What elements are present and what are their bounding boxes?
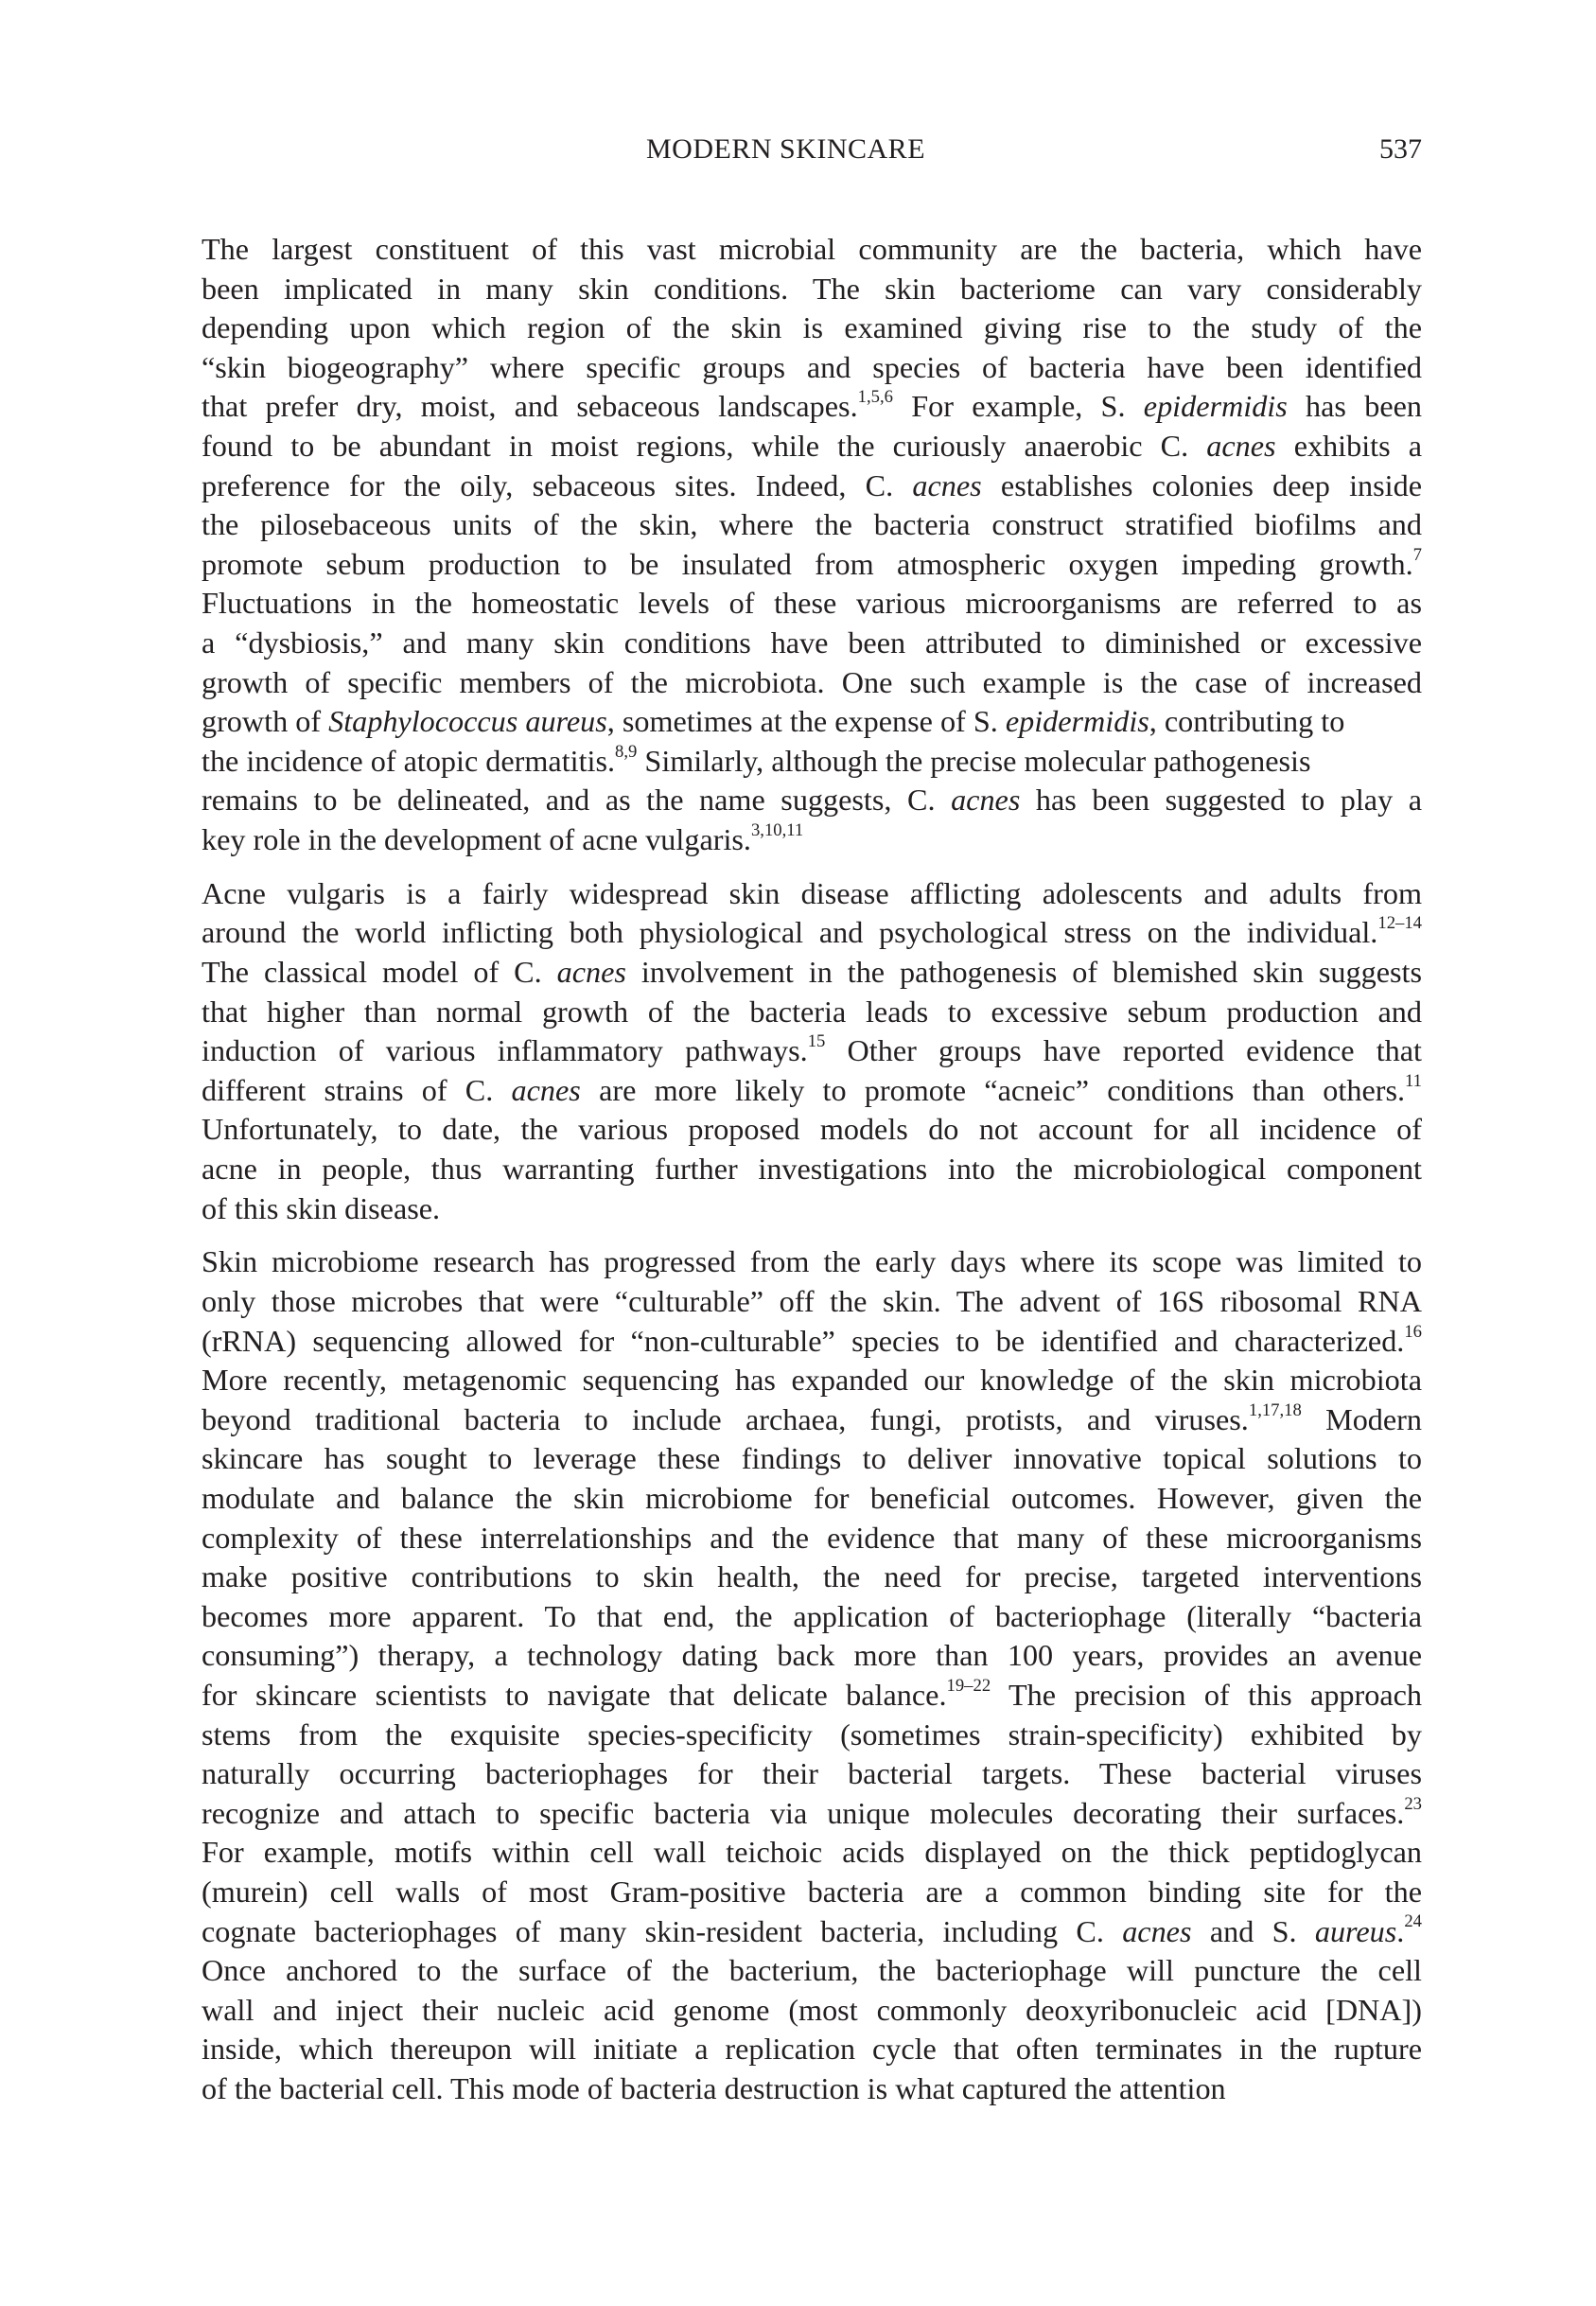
text-run: and S. xyxy=(1191,1913,1315,1948)
text-run: has been suggested to play a xyxy=(1020,783,1422,818)
text-run: The classical model of C. xyxy=(202,954,557,989)
text-line xyxy=(202,584,1422,624)
citation-superscript: 16 xyxy=(1404,1321,1422,1342)
text-run: skincare has sought to leverage these findings to deliver innovative topical solutions to xyxy=(202,1441,1422,1476)
text-run: the incidence of atopic dermatitis. xyxy=(202,743,616,778)
citation-superscript: 7 xyxy=(1412,544,1422,565)
text-line xyxy=(202,874,1422,914)
text-run: induction of various inflammatory pathways. xyxy=(202,1033,808,1068)
text-line xyxy=(202,1479,1422,1519)
text-run: growth of specific members of the microbiota. One such example is the case of increased xyxy=(202,664,1422,699)
text-run: are more likely to promote “acneic” conditions than others. xyxy=(580,1072,1406,1107)
text-run: complexity of these interrelationships and the evidence that many of these microorganisms xyxy=(202,1520,1422,1555)
text-line xyxy=(202,308,1422,348)
text-run: acne in people, thus warranting further investigations into the microbiological component xyxy=(202,1151,1422,1186)
text-line xyxy=(202,1597,1422,1637)
italic-species-name: epidermidis xyxy=(1005,704,1149,739)
text-run: has been xyxy=(1287,389,1422,424)
text-run: that higher than normal growth of the bacteria leads to excessive sebum production and xyxy=(202,994,1422,1029)
text-line xyxy=(202,466,1422,506)
text-line xyxy=(202,1676,1422,1716)
text-run: Once anchored to the surface of the bacterium, the bacteriophage will puncture the cell xyxy=(202,1953,1422,1988)
text-run: establishes colonies deep inside xyxy=(981,467,1422,502)
italic-species-name: acnes xyxy=(951,783,1021,818)
italic-species-name: acnes xyxy=(556,954,626,989)
text-run: promote sebum production to be insulated from atmospheric oxygen impeding growth. xyxy=(202,546,1413,581)
text-run: key role in the development of acne vulgaris. xyxy=(202,821,751,856)
text-run: The largest constituent of this vast microbial community are the bacteria, which have xyxy=(202,232,1422,266)
text-run: cognate bacteriophages of many skin-resident bacteria, including C. xyxy=(202,1913,1123,1948)
running-head xyxy=(202,131,1422,168)
text-line xyxy=(202,1873,1422,1912)
text-line xyxy=(202,1991,1422,2031)
italic-species-name: aureus xyxy=(1314,1913,1397,1948)
citation-superscript: 23 xyxy=(1404,1793,1422,1814)
text-line xyxy=(202,270,1422,309)
citation-superscript: 12–14 xyxy=(1377,913,1422,934)
text-run: depending upon which region of the skin is examined giving rise to the study of the xyxy=(202,310,1422,345)
text-line xyxy=(202,387,1422,427)
text-line xyxy=(202,820,1422,860)
text-run: Acne vulgaris is a fairly widespread skin disease afflicting adolescents and adults from xyxy=(202,875,1422,910)
text-line xyxy=(202,702,1422,742)
text-run: beyond traditional bacteria to include archaea, fungi, protists, and viruses. xyxy=(202,1401,1249,1436)
text-run: naturally occurring bacteriophages for their bacterial targets. These bacterial viruses xyxy=(202,1756,1422,1791)
body-text xyxy=(202,230,1422,2123)
running-head-title: MODERN SKINCARE xyxy=(646,133,926,165)
text-line xyxy=(202,1558,1422,1597)
text-run: modulate and balance the skin microbiome for beneficial outcomes. However, given the xyxy=(202,1481,1422,1515)
text-line xyxy=(202,1716,1422,1755)
italic-species-name: acnes xyxy=(1206,428,1276,463)
text-run: Similarly, although the precise molecular pathogenesis xyxy=(637,743,1311,778)
text-line xyxy=(202,427,1422,466)
text-run: , sometimes at the expense of S. xyxy=(606,704,1006,739)
text-line xyxy=(202,2069,1422,2109)
text-line xyxy=(202,742,1422,782)
citation-superscript: 24 xyxy=(1404,1911,1422,1932)
text-run: found to be abundant in moist regions, while the curiously anaerobic C. xyxy=(202,428,1207,463)
text-run: growth of xyxy=(202,704,329,739)
text-line xyxy=(202,1439,1422,1479)
text-line xyxy=(202,1519,1422,1558)
text-run: been implicated in many skin conditions. The skin bacteriome can vary considerably xyxy=(202,271,1422,306)
text-run: The precision of this approach xyxy=(991,1677,1422,1712)
text-line xyxy=(202,624,1422,663)
text-line xyxy=(202,1242,1422,1282)
text-line xyxy=(202,953,1422,993)
text-line xyxy=(202,781,1422,820)
text-run: around the world inflicting both physiological and psychological stress on the individual. xyxy=(202,915,1378,950)
citation-superscript: 8,9 xyxy=(615,741,638,762)
text-run: “skin biogeography” where specific groups and species of bacteria have been identified xyxy=(202,349,1422,384)
text-run: (murein) cell walls of most Gram-positive bacteria are a common binding site for the xyxy=(202,1874,1422,1909)
italic-species-name: acnes xyxy=(1122,1913,1192,1948)
text-line xyxy=(202,1361,1422,1400)
text-run: that prefer dry, moist, and sebaceous landscapes. xyxy=(202,389,858,424)
citation-superscript: 1,17,18 xyxy=(1248,1399,1302,1420)
text-line xyxy=(202,1071,1422,1111)
text-line xyxy=(202,663,1422,703)
text-run: Modern xyxy=(1301,1401,1422,1436)
text-line xyxy=(202,993,1422,1032)
text-line xyxy=(202,505,1422,545)
page-number: 537 xyxy=(1379,133,1422,165)
paragraph-skin-bacteriome xyxy=(202,230,1422,860)
text-run: stems from the exquisite species-specificity (sometimes strain-specificity) exhibited by xyxy=(202,1716,1422,1752)
text-line xyxy=(202,1912,1422,1952)
text-line xyxy=(202,230,1422,270)
text-run: . xyxy=(1396,1913,1405,1948)
text-run: of the bacterial cell. This mode of bacteria destruction is what captured the attention xyxy=(202,2070,1226,2105)
text-line xyxy=(202,1951,1422,1991)
italic-species-name: acnes xyxy=(511,1072,581,1107)
text-line xyxy=(202,913,1422,953)
text-run: a “dysbiosis,” and many skin conditions have been attributed to diminished or excessive xyxy=(202,625,1422,660)
text-run: More recently, metagenomic sequencing has expanded our knowledge of the skin microbiota xyxy=(202,1363,1422,1398)
text-run: wall and inject their nucleic acid genome (most commonly deoxyribonucleic acid [DNA]) xyxy=(202,1992,1422,2027)
text-line xyxy=(202,1150,1422,1189)
text-run: the pilosebaceous units of the skin, where the bacteria construct stratified biofilms and xyxy=(202,507,1422,542)
text-run: for skincare scientists to navigate that delicate balance. xyxy=(202,1677,947,1712)
text-run: For example, S. xyxy=(892,389,1144,424)
italic-species-name: epidermidis xyxy=(1143,389,1288,424)
text-run: Skin microbiome research has progressed from the early days where its scope was limited to xyxy=(202,1244,1422,1279)
text-run: Unfortunately, to date, the various proposed models do not account for all incidence of xyxy=(202,1112,1422,1147)
text-line xyxy=(202,1794,1422,1834)
text-line xyxy=(202,1031,1422,1071)
text-line xyxy=(202,545,1422,585)
text-run: different strains of C. xyxy=(202,1072,512,1107)
text-line xyxy=(202,348,1422,388)
text-run: recognize and attach to specific bacteria via unique molecules decorating their surfaces. xyxy=(202,1795,1405,1830)
text-run: exhibits a xyxy=(1275,428,1422,463)
text-run: involvement in the pathogenesis of blemished skin suggests xyxy=(625,954,1422,989)
citation-superscript: 3,10,11 xyxy=(750,819,804,840)
text-run: of this skin disease. xyxy=(202,1190,441,1225)
text-run: Fluctuations in the homeostatic levels of these various microorganisms are referred to as xyxy=(202,586,1422,621)
text-line xyxy=(202,1189,1422,1229)
text-run: make positive contributions to skin health, the need for precise, targeted interventions xyxy=(202,1559,1422,1594)
text-line xyxy=(202,1833,1422,1873)
text-line xyxy=(202,2030,1422,2069)
text-run: Other groups have reported evidence that xyxy=(825,1033,1422,1068)
text-run: (rRNA) sequencing allowed for “non-culturable” species to be identified and characterized. xyxy=(202,1323,1405,1358)
text-line xyxy=(202,1636,1422,1676)
text-run: inside, which thereupon will initiate a replication cycle that often terminates in the rupture xyxy=(202,2032,1422,2067)
text-run: For example, motifs within cell wall teichoic acids displayed on the thick peptidoglycan xyxy=(202,1835,1422,1870)
text-line xyxy=(202,1754,1422,1794)
text-run: becomes more apparent. To that end, the application of bacteriophage (literally “bacteria xyxy=(202,1598,1422,1633)
text-run: remains to be delineated, and as the name suggests, C. xyxy=(202,783,952,818)
text-run: , contributing to xyxy=(1149,704,1345,739)
text-line xyxy=(202,1282,1422,1322)
citation-superscript: 15 xyxy=(807,1031,826,1052)
citation-superscript: 19–22 xyxy=(946,1675,991,1696)
paragraph-acne-vulgaris xyxy=(202,874,1422,1228)
citation-superscript: 1,5,6 xyxy=(857,387,893,408)
italic-species-name: acnes xyxy=(912,467,982,502)
citation-superscript: 11 xyxy=(1405,1070,1422,1091)
text-run: only those microbes that were “culturable” off the skin. The advent of 16S ribosomal RNA xyxy=(202,1284,1422,1319)
text-line xyxy=(202,1400,1422,1440)
text-line xyxy=(202,1322,1422,1362)
italic-species-name: Staphylococcus aureus xyxy=(328,704,607,739)
text-run: preference for the oily, sebaceous sites. Indeed, C. xyxy=(202,467,913,502)
text-run: consuming”) therapy, a technology dating back more than 100 years, provides an avenue xyxy=(202,1638,1422,1673)
paragraph-microbiome-research xyxy=(202,1242,1422,2108)
text-line xyxy=(202,1110,1422,1150)
